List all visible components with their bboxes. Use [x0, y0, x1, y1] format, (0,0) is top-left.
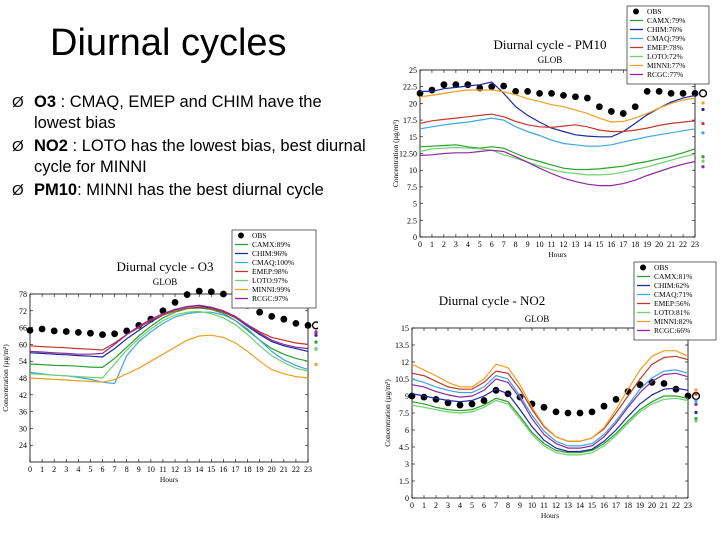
obs-point: [613, 396, 620, 403]
obs-point: [268, 313, 275, 320]
obs-point: [481, 397, 488, 404]
series-mean-marker: [694, 393, 697, 396]
obs-point: [656, 88, 663, 95]
y-tick-label: 66: [19, 323, 27, 333]
chart-title: Diurnal cycle - PM10: [493, 37, 607, 52]
chart-svg: [372, 258, 718, 528]
x-tick-label: 7: [501, 240, 506, 249]
legend-label: RCGC:77%: [647, 70, 684, 79]
x-tick-label: 22: [672, 501, 680, 510]
x-tick-label: 6: [482, 501, 486, 510]
x-tick-label: 14: [583, 240, 592, 249]
series-mean-marker: [701, 101, 704, 104]
y-tick-label: 10.5: [395, 375, 409, 384]
legend-label: CMAQ:100%: [252, 258, 295, 267]
series-mean-marker: [314, 341, 317, 344]
series-mean-marker: [701, 165, 704, 168]
series-mean-marker: [314, 332, 317, 335]
x-tick-label: 4: [458, 501, 462, 510]
y-tick-label: 7.5: [399, 409, 409, 418]
x-tick-label: 8: [513, 240, 518, 249]
x-tick-label: 13: [564, 501, 572, 510]
x-tick-label: 17: [231, 465, 240, 474]
obs-point: [464, 81, 471, 88]
obs-point: [632, 103, 639, 110]
chart-pm10: [365, 2, 715, 265]
x-tick-label: 20: [648, 501, 656, 510]
x-tick-label: 12: [559, 240, 568, 249]
y-tick-label: 5: [413, 199, 417, 209]
obs-point: [208, 288, 215, 295]
obs-point: [601, 403, 608, 410]
obs-point: [469, 401, 476, 408]
obs-point: [524, 88, 531, 95]
x-tick-label: 23: [691, 240, 699, 249]
series-camx: [412, 396, 698, 453]
series-mean-marker: [701, 122, 704, 125]
y-tick-label: 6: [405, 426, 409, 435]
y-tick-label: 0: [413, 233, 417, 242]
obs-point: [305, 322, 312, 329]
x-tick-label: 15: [588, 501, 596, 510]
chart-o3: [0, 228, 318, 490]
series-mean-marker: [701, 155, 704, 158]
obs-point: [608, 108, 615, 115]
x-tick-label: 19: [255, 465, 264, 474]
y-tick-label: 22.5: [403, 82, 417, 92]
x-tick-label: 10: [535, 240, 544, 249]
obs-point: [280, 316, 287, 323]
x-tick-label: 2: [52, 465, 57, 474]
x-tick-label: 9: [136, 465, 141, 474]
arrow-bullet-icon: Ø: [12, 138, 24, 155]
y-tick-label: 48: [19, 374, 27, 383]
obs-point: [644, 88, 651, 95]
x-tick-label: 11: [547, 240, 556, 249]
x-tick-label: 21: [660, 501, 668, 510]
chart-no2: [372, 258, 718, 528]
x-tick-label: 5: [88, 465, 93, 474]
series-mean-marker: [701, 131, 704, 134]
x-tick-label: 10: [528, 501, 536, 510]
x-tick-label: 2: [434, 501, 438, 510]
x-tick-label: 18: [243, 465, 252, 474]
obs-point: [553, 408, 560, 415]
x-tick-label: 16: [607, 240, 616, 249]
obs-point: [680, 90, 687, 97]
x-tick-label: 15: [595, 240, 604, 249]
legend-label: EMEP:98%: [252, 267, 288, 276]
obs-point: [87, 330, 94, 337]
y-tick-label: 24: [19, 441, 27, 451]
series-loto: [412, 398, 698, 455]
series-mean-marker: [694, 419, 697, 422]
x-tick-label: 5: [470, 501, 474, 510]
legend-label: CMAQ:71%: [654, 290, 693, 299]
x-tick-label: 22: [291, 465, 300, 474]
obs-point: [256, 309, 263, 316]
bullet-text: : CMAQ, EMEP and CHIM have the lowest bias: [34, 93, 322, 132]
series-mean-marker: [701, 160, 704, 163]
x-tick-label: 14: [576, 501, 584, 510]
legend-label: MINNI:82%: [654, 317, 693, 326]
x-tick-label: 19: [643, 240, 652, 249]
x-tick-label: 1: [40, 465, 45, 474]
y-tick-label: 42: [19, 390, 27, 400]
legend-label: RCGC:97%: [252, 294, 289, 303]
x-tick-label: 4: [76, 465, 81, 474]
obs-point: [620, 110, 627, 117]
series-emep: [412, 356, 698, 441]
x-tick-label: 2: [441, 240, 446, 249]
plot-frame: [420, 70, 695, 237]
series-mean-marker: [314, 347, 317, 350]
x-tick-label: 3: [446, 501, 450, 510]
y-tick-label: 17.5: [403, 116, 417, 126]
series-camx: [420, 145, 705, 170]
obs-point: [293, 320, 300, 327]
bullet-no2: [12, 136, 372, 178]
x-tick-label: 20: [655, 240, 664, 249]
x-tick-label: 12: [552, 501, 560, 510]
x-tick-label: 23: [304, 465, 312, 474]
arrow-bullet-icon: Ø: [12, 182, 24, 199]
plot-frame: [412, 326, 691, 498]
legend-label: CHIM:62%: [654, 281, 690, 290]
obs-point: [441, 81, 448, 88]
y-tick-label: 9: [405, 392, 409, 401]
y-tick-label: 25: [409, 66, 417, 75]
legend-label: CHIM:76%: [647, 25, 683, 34]
obs-mean-marker: [700, 90, 707, 97]
legend-label: LOTO:97%: [252, 276, 288, 285]
obs-point: [51, 328, 58, 335]
obs-point: [560, 92, 567, 99]
y-tick-label: 78: [19, 290, 27, 299]
x-tick-label: 13: [183, 465, 192, 474]
y-tick-label: 3: [405, 460, 409, 469]
chart-legend: [634, 262, 716, 340]
y-tick-label: 1.5: [399, 477, 409, 486]
x-tick-label: 0: [418, 240, 422, 249]
series-mean-marker: [694, 403, 697, 406]
legend-label: RCGC:66%: [654, 326, 691, 335]
series-line: [30, 307, 308, 350]
legend-marker: [238, 233, 244, 239]
x-tick-label: 18: [631, 240, 640, 249]
x-tick-label: 16: [600, 501, 608, 510]
series-line: [420, 145, 695, 170]
legend-marker: [633, 9, 639, 15]
series-line: [420, 150, 695, 185]
bullet-text: : MINNI has the best diurnal cycle: [77, 181, 324, 199]
y-tick-label: 30: [19, 424, 27, 434]
series-cmaq: [420, 118, 705, 146]
y-tick-label: 4.5: [399, 443, 409, 452]
x-tick-label: 16: [219, 465, 228, 474]
obs-point: [220, 291, 227, 298]
x-tick-label: 5: [477, 240, 482, 249]
chart-subtitle: GLOB: [152, 277, 178, 287]
legend-label: MINNI:77%: [647, 61, 686, 70]
x-tick-label: 14: [195, 465, 204, 474]
y-axis-label: Concentration (µg/m³): [391, 119, 400, 188]
y-tick-label: 20: [409, 99, 417, 109]
obs-point: [457, 402, 464, 409]
chart-title: Diurnal cycle - NO2: [438, 293, 546, 308]
y-tick-label: 54: [19, 357, 27, 367]
obs-point: [500, 83, 507, 90]
x-tick-label: 9: [525, 240, 530, 249]
x-tick-label: 15: [207, 465, 216, 474]
chart-legend: [232, 230, 316, 308]
obs-point: [596, 103, 603, 110]
obs-point: [541, 404, 548, 411]
arrow-bullet-icon: Ø: [12, 94, 24, 111]
obs-point: [673, 386, 680, 393]
series-line: [420, 148, 695, 175]
obs-point: [196, 288, 203, 295]
x-tick-label: 12: [171, 465, 180, 474]
legend-label: OBS: [647, 7, 662, 16]
series-line: [30, 335, 308, 382]
series-mean-marker: [694, 411, 697, 414]
y-tick-label: 72: [19, 306, 27, 316]
y-axis-label: Concentration (µg/m³): [1, 344, 10, 412]
legend-label: LOTO:81%: [654, 308, 690, 317]
x-tick-label: 10: [146, 465, 155, 474]
chart-svg: [0, 228, 318, 490]
x-tick-label: 17: [619, 240, 628, 249]
series-mean-marker: [701, 108, 704, 111]
obs-point: [27, 327, 34, 334]
bullet-text: : LOTO has the lowest bias, best diurnal cycle for MINNI: [34, 137, 366, 176]
y-tick-label: 13.5: [395, 341, 409, 350]
obs-point: [63, 328, 70, 335]
obs-point: [577, 410, 584, 417]
legend-marker: [640, 265, 646, 271]
y-tick-label: 2.5: [407, 216, 417, 226]
x-tick-label: 11: [159, 465, 167, 474]
x-axis-label: Hours: [159, 475, 179, 484]
obs-point: [584, 95, 591, 102]
x-tick-label: 6: [489, 240, 494, 249]
obs-point: [536, 90, 543, 97]
obs-point: [572, 93, 579, 100]
y-axis-label: Concentration (µg/m³): [383, 379, 392, 447]
y-tick-label: 60: [19, 340, 27, 350]
y-tick-label: 12: [401, 358, 409, 367]
obs-point: [589, 408, 596, 415]
series-emep: [30, 307, 318, 350]
obs-point: [111, 330, 118, 337]
series-mean-marker: [694, 388, 697, 391]
x-tick-label: 20: [267, 465, 276, 474]
series-mean-marker: [694, 400, 697, 403]
chart-svg: [365, 2, 715, 265]
x-tick-label: 1: [422, 501, 426, 510]
series-line: [420, 118, 695, 146]
legend-label: LOTO:72%: [647, 52, 683, 61]
x-tick-label: 8: [506, 501, 510, 510]
chart-subtitle: GLOB: [537, 55, 563, 65]
x-axis-label: Hours: [548, 250, 567, 259]
obs-point: [565, 410, 572, 417]
x-tick-label: 11: [540, 501, 548, 510]
legend-label: CAMX:81%: [654, 272, 693, 281]
legend-label: CAMX:89%: [252, 240, 291, 249]
legend-label: MINNI:99%: [252, 285, 291, 294]
obs-point: [429, 87, 436, 94]
obs-point: [421, 394, 428, 401]
y-tick-label: 10: [409, 166, 417, 176]
legend-label: EMEP:56%: [654, 299, 690, 308]
legend-label: OBS: [654, 263, 669, 272]
y-tick-label: 12.50: [399, 149, 417, 159]
legend-label: OBS: [252, 231, 267, 240]
obs-point: [184, 291, 191, 298]
bullet-lead: O3: [34, 93, 57, 111]
x-tick-label: 23: [684, 501, 692, 510]
x-tick-label: 22: [679, 240, 688, 249]
y-tick-label: 36: [19, 407, 27, 417]
obs-point: [661, 380, 668, 387]
bullet-lead: PM10: [34, 181, 78, 199]
bullet-o3: [12, 92, 372, 134]
x-axis-label: Hours: [540, 511, 560, 520]
bullet-lead: NO2: [34, 137, 68, 155]
obs-point: [99, 331, 106, 338]
obs-point: [75, 329, 82, 336]
bullet-list: [12, 92, 372, 203]
chart-legend: [627, 6, 709, 84]
legend-label: EMEP:78%: [647, 43, 683, 52]
x-tick-label: 8: [124, 465, 129, 474]
x-tick-label: 18: [624, 501, 632, 510]
obs-point: [668, 90, 675, 97]
series-mean-marker: [314, 363, 317, 366]
x-tick-label: 7: [494, 501, 498, 510]
chart-subtitle: GLOB: [524, 314, 550, 324]
x-tick-label: 7: [112, 465, 117, 474]
legend-label: CHIM:96%: [252, 249, 288, 258]
y-tick-label: 0: [405, 494, 409, 503]
x-tick-label: 13: [571, 240, 580, 249]
x-tick-label: 21: [667, 240, 676, 249]
obs-point: [172, 299, 179, 306]
x-tick-label: 9: [518, 501, 522, 510]
x-tick-label: 17: [612, 501, 620, 510]
obs-mean-marker: [313, 322, 318, 329]
x-tick-label: 6: [100, 465, 105, 474]
obs-point: [548, 90, 555, 97]
obs-point: [39, 326, 46, 333]
legend-label: CAMX:79%: [647, 16, 686, 25]
x-tick-label: 1: [429, 240, 434, 249]
plot-frame: [30, 294, 308, 462]
y-tick-label: 15: [409, 132, 417, 142]
obs-point: [433, 396, 440, 403]
x-tick-label: 0: [28, 465, 32, 474]
x-tick-label: 3: [64, 465, 69, 474]
slide-title: Diurnal cycles: [50, 22, 287, 64]
series-loto: [30, 311, 318, 378]
series-line: [412, 388, 688, 451]
y-tick-label: 15: [401, 324, 409, 333]
chart-title: Diurnal cycle - O3: [116, 259, 214, 274]
x-tick-label: 21: [279, 465, 288, 474]
bullet-pm10: [12, 180, 372, 201]
x-tick-label: 19: [636, 501, 644, 510]
x-tick-label: 0: [410, 501, 414, 510]
x-tick-label: 3: [453, 240, 458, 249]
legend-label: CMAQ:79%: [647, 34, 686, 43]
x-tick-label: 4: [465, 240, 470, 249]
y-tick-label: 7.5: [407, 182, 417, 192]
